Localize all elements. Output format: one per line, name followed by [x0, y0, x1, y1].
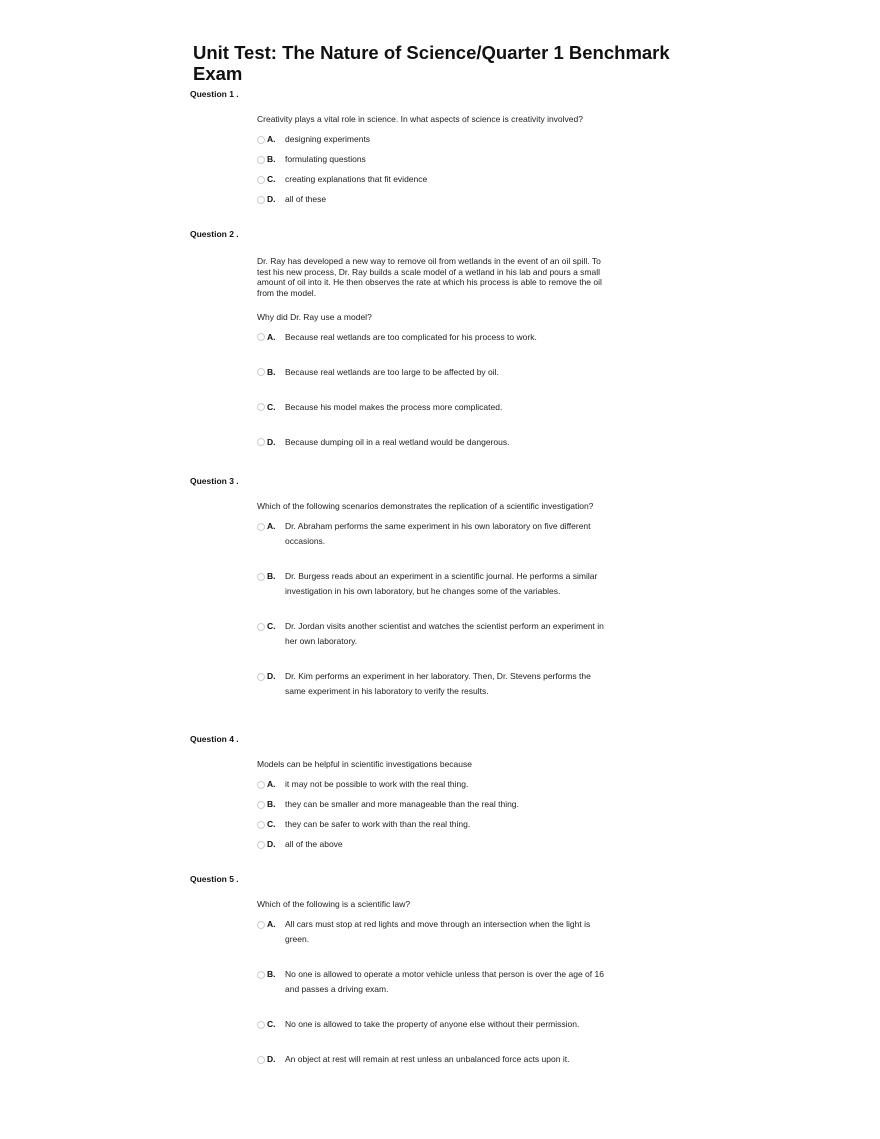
answer-option[interactable]	[257, 669, 607, 699]
option-text: creating explanations that fit evidence	[285, 174, 428, 184]
option-text: they can be safer to work with than the real thing.	[285, 819, 471, 829]
option-letter: C.	[267, 174, 276, 184]
option-letter: A.	[267, 779, 276, 789]
option-text: they can be smaller and more manageable than the real thing.	[285, 799, 519, 809]
question-text: Why did Dr. Ray use a model?	[257, 311, 372, 322]
radio-button[interactable]	[257, 573, 265, 581]
question-body	[257, 256, 607, 450]
option-letter: D.	[267, 671, 276, 681]
answer-option[interactable]	[257, 132, 607, 147]
answer-option[interactable]	[257, 172, 607, 187]
answer-option[interactable]	[257, 1017, 607, 1032]
question-text: Which of the following is a scientific law?	[257, 899, 411, 909]
option-letter: B.	[267, 571, 276, 581]
question-body	[257, 112, 607, 207]
option-text: Because his model makes the process more complicated.	[285, 401, 503, 412]
question-label: Question 3 .	[190, 476, 239, 486]
radio-button[interactable]	[257, 623, 265, 631]
option-text: all of these	[285, 194, 327, 204]
radio-button[interactable]	[257, 438, 265, 446]
question-label: Question 4 .	[190, 734, 239, 744]
answer-option[interactable]	[257, 777, 607, 792]
question-body	[257, 897, 607, 1067]
option-text: An object at rest will remain at rest unless an unbalanced force acts upon it.	[285, 1054, 570, 1064]
answer-option[interactable]	[257, 1052, 607, 1067]
question-1	[190, 88, 630, 212]
option-text: Dr. Kim performs an experiment in her laboratory. Then, Dr. Stevens performs the same experiment in his laboratory to verify the results.	[285, 671, 591, 696]
question-text: Which of the following scenarios demonstrates the replication of a scientific investigation?	[257, 501, 594, 511]
option-letter: A.	[267, 134, 276, 144]
option-letter: C.	[267, 401, 276, 412]
radio-button[interactable]	[257, 801, 265, 809]
radio-button[interactable]	[257, 1021, 265, 1029]
question-4	[190, 733, 630, 857]
option-letter: A.	[267, 521, 276, 531]
option-text: Dr. Jordan visits another scientist and watches the scientist perform an experiment in her own laboratory.	[285, 621, 604, 646]
question-label: Question 5 .	[190, 874, 239, 884]
answer-option[interactable]	[257, 400, 607, 415]
radio-button[interactable]	[257, 1056, 265, 1064]
question-3	[190, 475, 630, 719]
answer-option[interactable]	[257, 837, 607, 852]
option-letter: B.	[267, 969, 276, 979]
option-letter: D.	[267, 839, 276, 849]
option-text: All cars must stop at red lights and move through an intersection when the light is green.	[285, 919, 591, 944]
option-letter: D.	[267, 1054, 276, 1064]
question-text: Dr. Ray has developed a new way to remove oil from wetlands in the event of an oil spill. To test his new process, Dr. Ray builds a scale model of a wetland in his lab and pours a small amount of oil into it. He then observes the rate at which his process is able to remove the oil from the model.	[257, 256, 602, 299]
answer-option[interactable]	[257, 330, 607, 345]
option-text: No one is allowed to take the property of anyone else without their permission.	[285, 1019, 580, 1029]
answer-option[interactable]	[257, 192, 607, 207]
question-text: Models can be helpful in scientific investigations because	[257, 759, 472, 769]
answer-option[interactable]	[257, 797, 607, 812]
radio-button[interactable]	[257, 821, 265, 829]
question-text: Creativity plays a vital role in science. In what aspects of science is creativity involved?	[257, 114, 583, 124]
question-5	[190, 873, 630, 1087]
answer-option[interactable]	[257, 817, 607, 832]
option-text: Dr. Burgess reads about an experiment in a scientific journal. He performs a similar investigation in his own laboratory, but he changes some of the variables.	[285, 571, 598, 596]
page-title: Unit Test: The Nature of Science/Quarter 1 Benchmark Exam	[193, 42, 670, 84]
question-label: Question 1 .	[190, 89, 239, 99]
option-letter: C.	[267, 819, 276, 829]
radio-button[interactable]	[257, 196, 265, 204]
option-text: it may not be possible to work with the real thing.	[285, 779, 469, 789]
option-text: Because real wetlands are too large to be affected by oil.	[285, 366, 499, 377]
radio-button[interactable]	[257, 368, 265, 376]
radio-button[interactable]	[257, 176, 265, 184]
option-letter: D.	[267, 194, 276, 204]
radio-button[interactable]	[257, 673, 265, 681]
option-text: No one is allowed to operate a motor vehicle unless that person is over the age of 16 and passes a driving exam.	[285, 969, 604, 994]
answer-option[interactable]	[257, 917, 607, 947]
option-text: Dr. Abraham performs the same experiment in his own laboratory on five different occasions.	[285, 521, 591, 546]
radio-button[interactable]	[257, 921, 265, 929]
radio-button[interactable]	[257, 333, 265, 341]
option-letter: B.	[267, 154, 276, 164]
option-text: designing experiments	[285, 134, 371, 144]
option-letter: B.	[267, 799, 276, 809]
option-text: formulating questions	[285, 154, 366, 164]
answer-option[interactable]	[257, 619, 607, 649]
option-text: Because dumping oil in a real wetland would be dangerous.	[285, 436, 510, 447]
option-letter: C.	[267, 621, 276, 631]
answer-option[interactable]	[257, 435, 607, 450]
answer-option[interactable]	[257, 365, 607, 380]
radio-button[interactable]	[257, 136, 265, 144]
option-text: Because real wetlands are too complicated for his process to work.	[285, 331, 537, 342]
option-letter: A.	[267, 919, 276, 929]
answer-option[interactable]	[257, 569, 607, 599]
radio-button[interactable]	[257, 156, 265, 164]
question-body	[257, 757, 607, 852]
radio-button[interactable]	[257, 403, 265, 411]
radio-button[interactable]	[257, 523, 265, 531]
answer-option[interactable]	[257, 967, 607, 997]
question-body	[257, 499, 607, 699]
option-letter: D.	[267, 436, 276, 447]
question-label: Question 2 .	[190, 229, 239, 239]
answer-option[interactable]	[257, 519, 607, 549]
radio-button[interactable]	[257, 781, 265, 789]
option-letter: B.	[267, 366, 276, 377]
radio-button[interactable]	[257, 841, 265, 849]
radio-button[interactable]	[257, 971, 265, 979]
option-text: all of the above	[285, 839, 343, 849]
answer-option[interactable]	[257, 152, 607, 167]
option-letter: C.	[267, 1019, 276, 1029]
option-letter: A.	[267, 331, 276, 342]
question-2	[190, 228, 630, 470]
